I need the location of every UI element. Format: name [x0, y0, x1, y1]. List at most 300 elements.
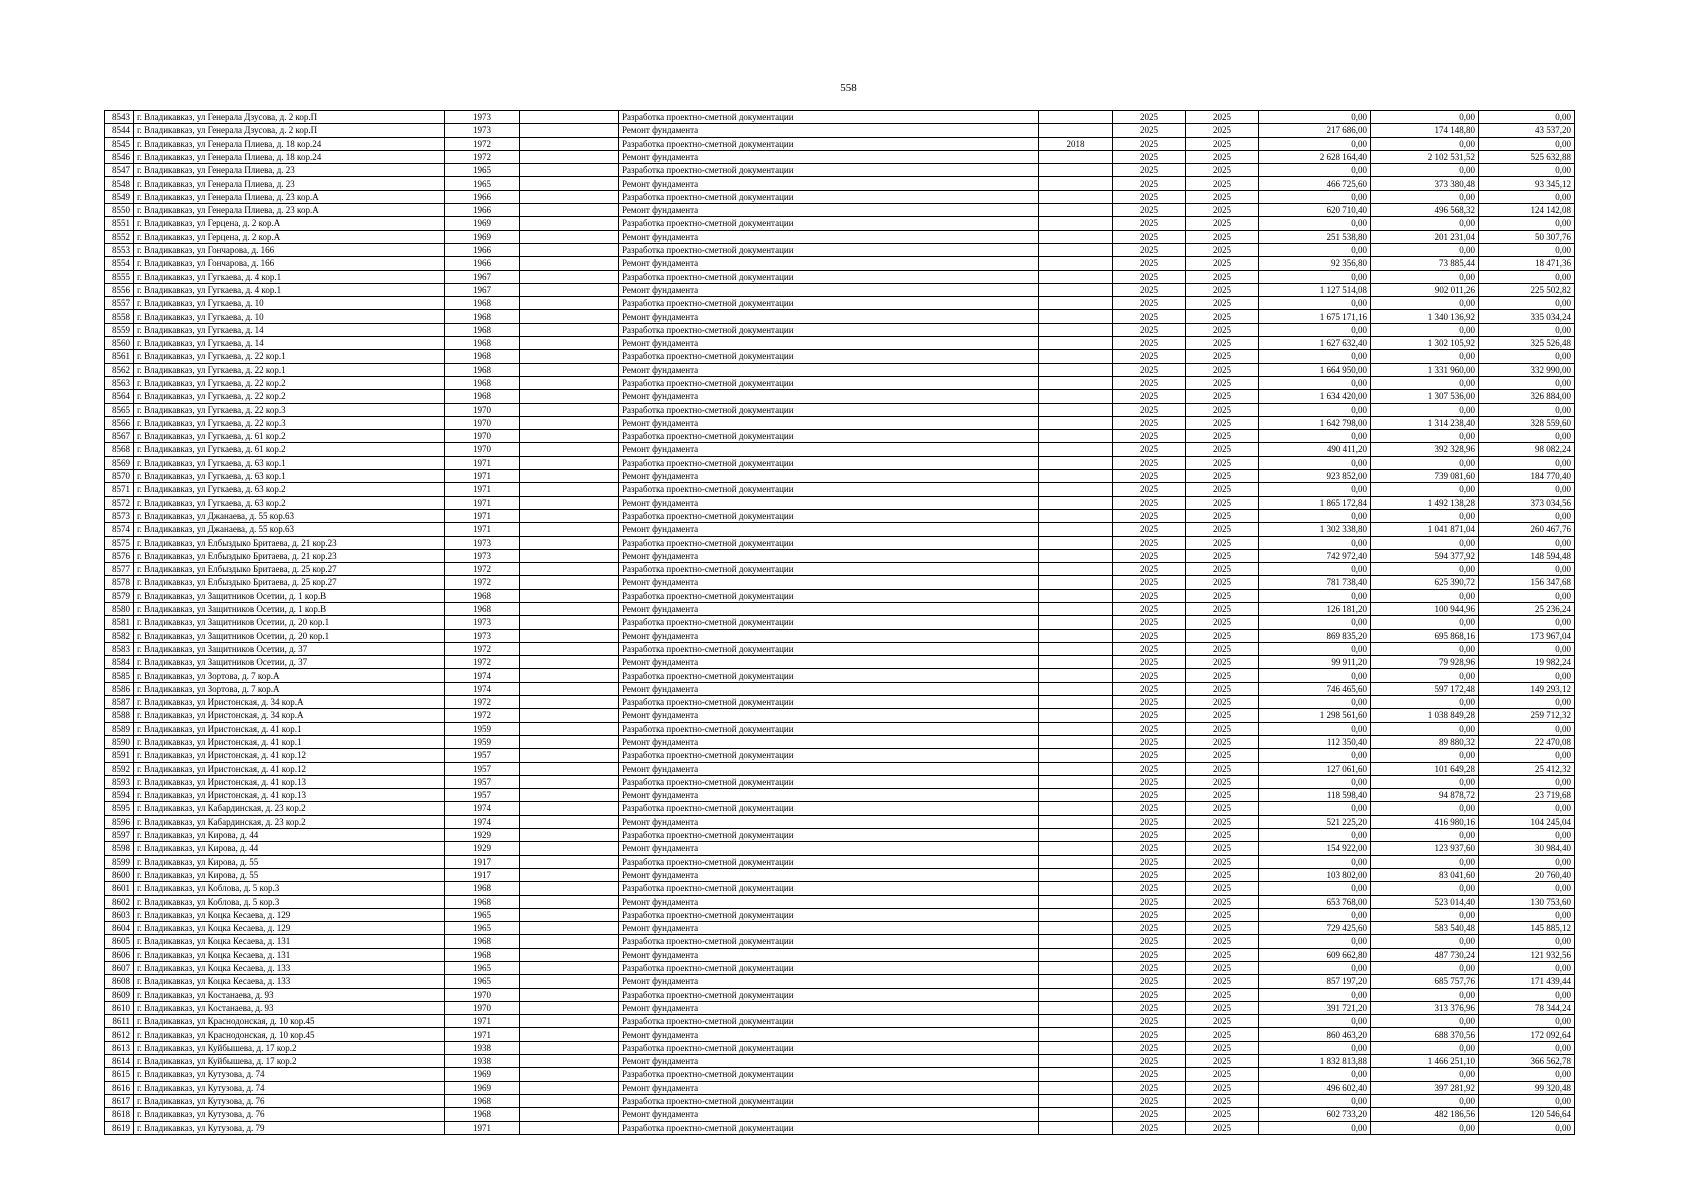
start-year-cell: 2025: [1113, 895, 1186, 908]
build-year-cell: 1965: [445, 908, 520, 921]
empty-cell: [520, 1001, 619, 1014]
work-type-cell: Разработка проектно-сметной документации: [619, 962, 1039, 975]
total-cost-cell: 0,00: [1259, 217, 1371, 230]
row-number-cell: 8551: [105, 217, 134, 230]
row-number-cell: 8598: [105, 842, 134, 855]
total-cost-cell: 1 302 338,80: [1259, 523, 1371, 536]
design-year-cell: [1039, 842, 1113, 855]
work-type-cell: Разработка проектно-сметной документации: [619, 696, 1039, 709]
build-year-cell: 1917: [445, 855, 520, 868]
owner-cost-cell: 50 307,76: [1479, 230, 1575, 243]
start-year-cell: 2025: [1113, 1121, 1186, 1134]
start-year-cell: 2025: [1113, 483, 1186, 496]
start-year-cell: 2025: [1113, 962, 1186, 975]
start-year-cell: 2025: [1113, 988, 1186, 1001]
address-cell: г. Владикавказ, ул Иристонская, д. 34 кор.А: [134, 709, 445, 722]
build-year-cell: 1972: [445, 150, 520, 163]
table-row: [105, 1055, 1575, 1068]
work-type-cell: Ремонт фундамента: [619, 656, 1039, 669]
total-cost-cell: 0,00: [1259, 270, 1371, 283]
owner-cost-cell: 373 034,56: [1479, 496, 1575, 509]
work-type-cell: Ремонт фундамента: [619, 682, 1039, 695]
end-year-cell: 2025: [1186, 669, 1259, 682]
work-type-cell: Разработка проектно-сметной документации: [619, 908, 1039, 921]
design-year-cell: [1039, 962, 1113, 975]
fund-cost-cell: 482 186,56: [1371, 1108, 1479, 1121]
address-cell: г. Владикавказ, ул Иристонская, д. 41 кор.1: [134, 722, 445, 735]
fund-cost-cell: 1 038 849,28: [1371, 709, 1479, 722]
owner-cost-cell: 0,00: [1479, 1068, 1575, 1081]
empty-cell: [520, 988, 619, 1001]
build-year-cell: 1968: [445, 363, 520, 376]
row-number-cell: 8602: [105, 895, 134, 908]
address-cell: г. Владикавказ, ул Елбыздыко Бритаева, д. 25 кор.27: [134, 576, 445, 589]
total-cost-cell: 0,00: [1259, 589, 1371, 602]
table-row: [105, 536, 1575, 549]
design-year-cell: [1039, 390, 1113, 403]
design-year-cell: [1039, 669, 1113, 682]
row-number-cell: 8593: [105, 775, 134, 788]
start-year-cell: 2025: [1113, 111, 1186, 124]
end-year-cell: 2025: [1186, 735, 1259, 748]
owner-cost-cell: 0,00: [1479, 483, 1575, 496]
address-cell: г. Владикавказ, ул Защитников Осетии, д. 1 кор.В: [134, 602, 445, 615]
fund-cost-cell: 416 980,16: [1371, 815, 1479, 828]
address-cell: г. Владикавказ, ул Гугкаева, д. 63 кор.1: [134, 470, 445, 483]
end-year-cell: 2025: [1186, 762, 1259, 775]
address-cell: г. Владикавказ, ул Кирова, д. 55: [134, 868, 445, 881]
end-year-cell: 2025: [1186, 177, 1259, 190]
table-row: [105, 217, 1575, 230]
owner-cost-cell: 30 984,40: [1479, 842, 1575, 855]
design-year-cell: [1039, 1041, 1113, 1054]
row-number-cell: 8616: [105, 1081, 134, 1094]
build-year-cell: 1972: [445, 642, 520, 655]
build-year-cell: 1959: [445, 722, 520, 735]
fund-cost-cell: 0,00: [1371, 164, 1479, 177]
fund-cost-cell: 0,00: [1371, 722, 1479, 735]
empty-cell: [520, 948, 619, 961]
start-year-cell: 2025: [1113, 882, 1186, 895]
address-cell: г. Владикавказ, ул Кутузова, д. 76: [134, 1108, 445, 1121]
build-year-cell: 1965: [445, 177, 520, 190]
row-number-cell: 8563: [105, 376, 134, 389]
total-cost-cell: 103 802,00: [1259, 868, 1371, 881]
build-year-cell: 1957: [445, 775, 520, 788]
work-type-cell: Разработка проектно-сметной документации: [619, 642, 1039, 655]
fund-cost-cell: 1 314 238,40: [1371, 416, 1479, 429]
total-cost-cell: 0,00: [1259, 988, 1371, 1001]
design-year-cell: [1039, 735, 1113, 748]
build-year-cell: 1971: [445, 1121, 520, 1134]
work-type-cell: Ремонт фундамента: [619, 762, 1039, 775]
end-year-cell: 2025: [1186, 1068, 1259, 1081]
table-row: [105, 323, 1575, 336]
design-year-cell: [1039, 483, 1113, 496]
end-year-cell: 2025: [1186, 935, 1259, 948]
owner-cost-cell: 0,00: [1479, 137, 1575, 150]
start-year-cell: 2025: [1113, 1081, 1186, 1094]
empty-cell: [520, 1015, 619, 1028]
address-cell: г. Владикавказ, ул Гугкаева, д. 14: [134, 337, 445, 350]
design-year-cell: [1039, 629, 1113, 642]
end-year-cell: 2025: [1186, 430, 1259, 443]
address-cell: г. Владикавказ, ул Гугкаева, д. 22 кор.2: [134, 376, 445, 389]
owner-cost-cell: 120 546,64: [1479, 1108, 1575, 1121]
owner-cost-cell: 104 245,04: [1479, 815, 1575, 828]
design-year-cell: [1039, 749, 1113, 762]
end-year-cell: 2025: [1186, 576, 1259, 589]
fund-cost-cell: 1 307 536,00: [1371, 390, 1479, 403]
table-row: [105, 722, 1575, 735]
design-year-cell: [1039, 376, 1113, 389]
address-cell: г. Владикавказ, ул Гугкаева, д. 4 кор.1: [134, 283, 445, 296]
build-year-cell: 1929: [445, 829, 520, 842]
fund-cost-cell: 0,00: [1371, 1015, 1479, 1028]
total-cost-cell: 1 642 798,00: [1259, 416, 1371, 429]
work-type-cell: Разработка проектно-сметной документации: [619, 1015, 1039, 1028]
design-year-cell: [1039, 363, 1113, 376]
build-year-cell: 1971: [445, 1028, 520, 1041]
fund-cost-cell: 0,00: [1371, 1094, 1479, 1107]
table-row: [105, 682, 1575, 695]
build-year-cell: 1967: [445, 270, 520, 283]
work-type-cell: Разработка проектно-сметной документации: [619, 111, 1039, 124]
owner-cost-cell: 0,00: [1479, 270, 1575, 283]
start-year-cell: 2025: [1113, 297, 1186, 310]
work-type-cell: Ремонт фундамента: [619, 443, 1039, 456]
build-year-cell: 1973: [445, 111, 520, 124]
work-type-cell: Ремонт фундамента: [619, 948, 1039, 961]
table-row: [105, 363, 1575, 376]
total-cost-cell: 99 911,20: [1259, 656, 1371, 669]
build-year-cell: 1970: [445, 443, 520, 456]
fund-cost-cell: 2 102 531,52: [1371, 150, 1479, 163]
owner-cost-cell: 0,00: [1479, 217, 1575, 230]
owner-cost-cell: 0,00: [1479, 829, 1575, 842]
address-cell: г. Владикавказ, ул Коцка Кесаева, д. 129: [134, 922, 445, 935]
build-year-cell: 1959: [445, 735, 520, 748]
end-year-cell: 2025: [1186, 696, 1259, 709]
empty-cell: [520, 656, 619, 669]
owner-cost-cell: 0,00: [1479, 908, 1575, 921]
table-row: [105, 124, 1575, 137]
owner-cost-cell: 0,00: [1479, 882, 1575, 895]
start-year-cell: 2025: [1113, 1094, 1186, 1107]
address-cell: г. Владикавказ, ул Иристонская, д. 41 кор.1: [134, 735, 445, 748]
work-type-cell: Ремонт фундамента: [619, 1081, 1039, 1094]
empty-cell: [520, 509, 619, 522]
empty-cell: [520, 243, 619, 256]
owner-cost-cell: 0,00: [1479, 430, 1575, 443]
empty-cell: [520, 270, 619, 283]
table-row: [105, 443, 1575, 456]
build-year-cell: 1968: [445, 1094, 520, 1107]
empty-cell: [520, 536, 619, 549]
fund-cost-cell: 739 081,60: [1371, 470, 1479, 483]
fund-cost-cell: 0,00: [1371, 749, 1479, 762]
start-year-cell: 2025: [1113, 802, 1186, 815]
end-year-cell: 2025: [1186, 150, 1259, 163]
end-year-cell: 2025: [1186, 908, 1259, 921]
design-year-cell: [1039, 217, 1113, 230]
owner-cost-cell: 0,00: [1479, 775, 1575, 788]
address-cell: г. Владикавказ, ул Гончарова, д. 166: [134, 243, 445, 256]
design-year-cell: [1039, 283, 1113, 296]
empty-cell: [520, 403, 619, 416]
design-year-cell: [1039, 1081, 1113, 1094]
total-cost-cell: 0,00: [1259, 1094, 1371, 1107]
row-number-cell: 8545: [105, 137, 134, 150]
build-year-cell: 1965: [445, 164, 520, 177]
total-cost-cell: 0,00: [1259, 1041, 1371, 1054]
build-year-cell: 1971: [445, 509, 520, 522]
work-type-cell: Ремонт фундамента: [619, 895, 1039, 908]
row-number-cell: 8555: [105, 270, 134, 283]
fund-cost-cell: 0,00: [1371, 243, 1479, 256]
table-row: [105, 616, 1575, 629]
owner-cost-cell: 0,00: [1479, 802, 1575, 815]
total-cost-cell: 466 725,60: [1259, 177, 1371, 190]
row-number-cell: 8611: [105, 1015, 134, 1028]
register-table: [104, 110, 1575, 1135]
empty-cell: [520, 882, 619, 895]
total-cost-cell: 0,00: [1259, 749, 1371, 762]
table-row: [105, 310, 1575, 323]
design-year-cell: [1039, 297, 1113, 310]
total-cost-cell: 1 298 561,60: [1259, 709, 1371, 722]
build-year-cell: 1968: [445, 323, 520, 336]
total-cost-cell: 857 197,20: [1259, 975, 1371, 988]
build-year-cell: 1966: [445, 190, 520, 203]
owner-cost-cell: 0,00: [1479, 536, 1575, 549]
total-cost-cell: 860 463,20: [1259, 1028, 1371, 1041]
table-row: [105, 1068, 1575, 1081]
fund-cost-cell: 79 928,96: [1371, 656, 1479, 669]
table-row: [105, 855, 1575, 868]
end-year-cell: 2025: [1186, 416, 1259, 429]
row-number-cell: 8550: [105, 204, 134, 217]
total-cost-cell: 0,00: [1259, 164, 1371, 177]
empty-cell: [520, 177, 619, 190]
work-type-cell: Ремонт фундамента: [619, 1028, 1039, 1041]
table-row: [105, 523, 1575, 536]
address-cell: г. Владикавказ, ул Джанаева, д. 55 кор.63: [134, 509, 445, 522]
owner-cost-cell: 225 502,82: [1479, 283, 1575, 296]
fund-cost-cell: 0,00: [1371, 217, 1479, 230]
owner-cost-cell: 184 770,40: [1479, 470, 1575, 483]
start-year-cell: 2025: [1113, 430, 1186, 443]
end-year-cell: 2025: [1186, 297, 1259, 310]
design-year-cell: [1039, 868, 1113, 881]
owner-cost-cell: 0,00: [1479, 509, 1575, 522]
total-cost-cell: 869 835,20: [1259, 629, 1371, 642]
table-row: [105, 150, 1575, 163]
work-type-cell: Разработка проектно-сметной документации: [619, 270, 1039, 283]
start-year-cell: 2025: [1113, 190, 1186, 203]
work-type-cell: Разработка проектно-сметной документации: [619, 376, 1039, 389]
address-cell: г. Владикавказ, ул Кирова, д. 55: [134, 855, 445, 868]
row-number-cell: 8578: [105, 576, 134, 589]
build-year-cell: 1965: [445, 962, 520, 975]
row-number-cell: 8612: [105, 1028, 134, 1041]
build-year-cell: 1968: [445, 948, 520, 961]
total-cost-cell: 620 710,40: [1259, 204, 1371, 217]
work-type-cell: Ремонт фундамента: [619, 815, 1039, 828]
address-cell: г. Владикавказ, ул Генерала Дзусова, д. 2 кор.П: [134, 124, 445, 137]
work-type-cell: Ремонт фундамента: [619, 230, 1039, 243]
empty-cell: [520, 310, 619, 323]
fund-cost-cell: 685 757,76: [1371, 975, 1479, 988]
build-year-cell: 1966: [445, 257, 520, 270]
end-year-cell: 2025: [1186, 523, 1259, 536]
owner-cost-cell: 0,00: [1479, 722, 1575, 735]
owner-cost-cell: 0,00: [1479, 962, 1575, 975]
row-number-cell: 8592: [105, 762, 134, 775]
address-cell: г. Владикавказ, ул Гугкаева, д. 10: [134, 310, 445, 323]
build-year-cell: 1938: [445, 1041, 520, 1054]
start-year-cell: 2025: [1113, 137, 1186, 150]
empty-cell: [520, 815, 619, 828]
address-cell: г. Владикавказ, ул Генерала Плиева, д. 23 кор.А: [134, 190, 445, 203]
total-cost-cell: 742 972,40: [1259, 549, 1371, 562]
total-cost-cell: 1 832 813,88: [1259, 1055, 1371, 1068]
row-number-cell: 8570: [105, 470, 134, 483]
fund-cost-cell: 1 466 251,10: [1371, 1055, 1479, 1068]
empty-cell: [520, 496, 619, 509]
empty-cell: [520, 802, 619, 815]
empty-cell: [520, 1121, 619, 1134]
table-row: [105, 988, 1575, 1001]
empty-cell: [520, 204, 619, 217]
owner-cost-cell: 0,00: [1479, 589, 1575, 602]
build-year-cell: 1968: [445, 390, 520, 403]
fund-cost-cell: 695 868,16: [1371, 629, 1479, 642]
design-year-cell: [1039, 682, 1113, 695]
table-row: [105, 111, 1575, 124]
owner-cost-cell: 0,00: [1479, 243, 1575, 256]
row-number-cell: 8557: [105, 297, 134, 310]
end-year-cell: 2025: [1186, 616, 1259, 629]
fund-cost-cell: 0,00: [1371, 935, 1479, 948]
total-cost-cell: 0,00: [1259, 855, 1371, 868]
work-type-cell: Разработка проектно-сметной документации: [619, 722, 1039, 735]
start-year-cell: 2025: [1113, 376, 1186, 389]
owner-cost-cell: 332 990,00: [1479, 363, 1575, 376]
register-table-body: [105, 111, 1575, 1135]
build-year-cell: 1968: [445, 935, 520, 948]
row-number-cell: 8614: [105, 1055, 134, 1068]
address-cell: г. Владикавказ, ул Коцка Кесаева, д. 133: [134, 975, 445, 988]
owner-cost-cell: 0,00: [1479, 111, 1575, 124]
row-number-cell: 8587: [105, 696, 134, 709]
start-year-cell: 2025: [1113, 576, 1186, 589]
work-type-cell: Разработка проектно-сметной документации: [619, 802, 1039, 815]
table-row: [105, 257, 1575, 270]
work-type-cell: Ремонт фундамента: [619, 602, 1039, 615]
work-type-cell: Ремонт фундамента: [619, 629, 1039, 642]
owner-cost-cell: 325 526,48: [1479, 337, 1575, 350]
work-type-cell: Ремонт фундамента: [619, 709, 1039, 722]
design-year-cell: [1039, 855, 1113, 868]
empty-cell: [520, 829, 619, 842]
address-cell: г. Владикавказ, ул Куйбышева, д. 17 кор.2: [134, 1055, 445, 1068]
start-year-cell: 2025: [1113, 602, 1186, 615]
fund-cost-cell: 0,00: [1371, 669, 1479, 682]
work-type-cell: Разработка проектно-сметной документации: [619, 589, 1039, 602]
empty-cell: [520, 150, 619, 163]
address-cell: г. Владикавказ, ул Иристонская, д. 34 кор.А: [134, 696, 445, 709]
owner-cost-cell: 173 967,04: [1479, 629, 1575, 642]
total-cost-cell: 1 127 514,08: [1259, 283, 1371, 296]
fund-cost-cell: 0,00: [1371, 137, 1479, 150]
row-number-cell: 8609: [105, 988, 134, 1001]
table-row: [105, 735, 1575, 748]
design-year-cell: [1039, 549, 1113, 562]
fund-cost-cell: 0,00: [1371, 509, 1479, 522]
start-year-cell: 2025: [1113, 323, 1186, 336]
fund-cost-cell: 0,00: [1371, 642, 1479, 655]
row-number-cell: 8546: [105, 150, 134, 163]
total-cost-cell: 0,00: [1259, 376, 1371, 389]
address-cell: г. Владикавказ, ул Кутузова, д. 79: [134, 1121, 445, 1134]
design-year-cell: [1039, 1055, 1113, 1068]
design-year-cell: [1039, 323, 1113, 336]
address-cell: г. Владикавказ, ул Гугкаева, д. 61 кор.2: [134, 443, 445, 456]
empty-cell: [520, 1041, 619, 1054]
table-row: [105, 230, 1575, 243]
fund-cost-cell: 0,00: [1371, 855, 1479, 868]
row-number-cell: 8590: [105, 735, 134, 748]
owner-cost-cell: 335 034,24: [1479, 310, 1575, 323]
start-year-cell: 2025: [1113, 1041, 1186, 1054]
fund-cost-cell: 688 370,56: [1371, 1028, 1479, 1041]
design-year-cell: [1039, 922, 1113, 935]
table-row: [105, 829, 1575, 842]
work-type-cell: Разработка проектно-сметной документации: [619, 855, 1039, 868]
total-cost-cell: 0,00: [1259, 536, 1371, 549]
total-cost-cell: 0,00: [1259, 350, 1371, 363]
row-number-cell: 8561: [105, 350, 134, 363]
row-number-cell: 8572: [105, 496, 134, 509]
end-year-cell: 2025: [1186, 204, 1259, 217]
row-number-cell: 8581: [105, 616, 134, 629]
work-type-cell: Разработка проектно-сметной документации: [619, 430, 1039, 443]
owner-cost-cell: 0,00: [1479, 190, 1575, 203]
address-cell: г. Владикавказ, ул Герцена, д. 2 кор.А: [134, 217, 445, 230]
address-cell: г. Владикавказ, ул Генерала Плиева, д. 23: [134, 177, 445, 190]
owner-cost-cell: 0,00: [1479, 749, 1575, 762]
work-type-cell: Разработка проектно-сметной документации: [619, 243, 1039, 256]
row-number-cell: 8543: [105, 111, 134, 124]
address-cell: г. Владикавказ, ул Коцка Кесаева, д. 129: [134, 908, 445, 921]
row-number-cell: 8566: [105, 416, 134, 429]
empty-cell: [520, 842, 619, 855]
start-year-cell: 2025: [1113, 217, 1186, 230]
start-year-cell: 2025: [1113, 257, 1186, 270]
start-year-cell: 2025: [1113, 536, 1186, 549]
total-cost-cell: 0,00: [1259, 962, 1371, 975]
end-year-cell: 2025: [1186, 217, 1259, 230]
address-cell: г. Владикавказ, ул Краснодонская, д. 10 кор.45: [134, 1028, 445, 1041]
end-year-cell: 2025: [1186, 656, 1259, 669]
owner-cost-cell: 0,00: [1479, 350, 1575, 363]
address-cell: г. Владикавказ, ул Иристонская, д. 41 кор.12: [134, 762, 445, 775]
table-row: [105, 789, 1575, 802]
total-cost-cell: 602 733,20: [1259, 1108, 1371, 1121]
fund-cost-cell: 496 568,32: [1371, 204, 1479, 217]
start-year-cell: 2025: [1113, 682, 1186, 695]
